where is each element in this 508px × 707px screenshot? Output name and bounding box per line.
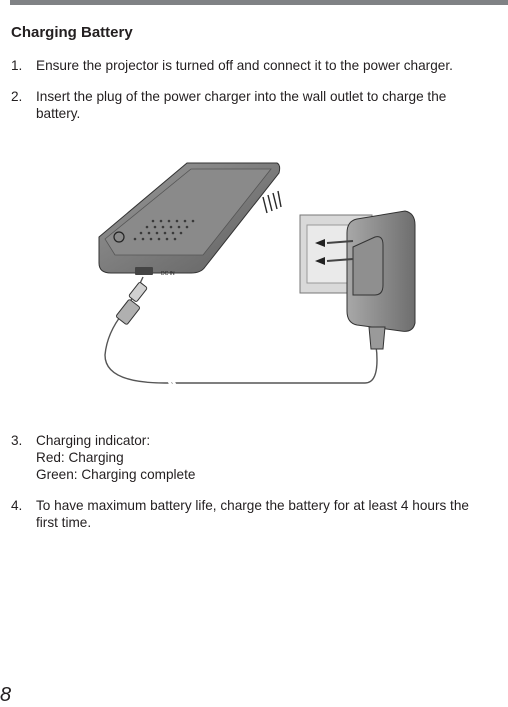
page-title: Charging Battery — [11, 24, 133, 41]
step-line: Green: Charging complete — [36, 467, 196, 482]
charging-illustration — [95, 155, 425, 390]
dc-plug — [116, 282, 148, 325]
top-rule — [10, 0, 508, 5]
step-line: Insert the plug of the power charger into the wall outlet to charge the — [36, 89, 447, 104]
step-number: 1. — [11, 58, 23, 73]
step-line: To have maximum battery life, charge the battery for at least 4 hours the — [36, 498, 469, 513]
dc-in-port — [135, 267, 153, 275]
step-line: Ensure the projector is turned off and connect it to the power charger. — [36, 58, 453, 73]
step-number: 2. — [11, 89, 23, 104]
step-line: Red: Charging — [36, 450, 124, 465]
charging-cable — [105, 277, 377, 389]
projector — [99, 163, 281, 277]
port-label: DC IN — [161, 271, 175, 277]
step-line: first time. — [36, 515, 92, 530]
step-number: 4. — [11, 498, 23, 513]
step-line: battery. — [36, 106, 81, 121]
step-line: Charging indicator: — [36, 433, 151, 448]
page-number: 8 — [0, 684, 12, 706]
step-number: 3. — [11, 433, 23, 448]
